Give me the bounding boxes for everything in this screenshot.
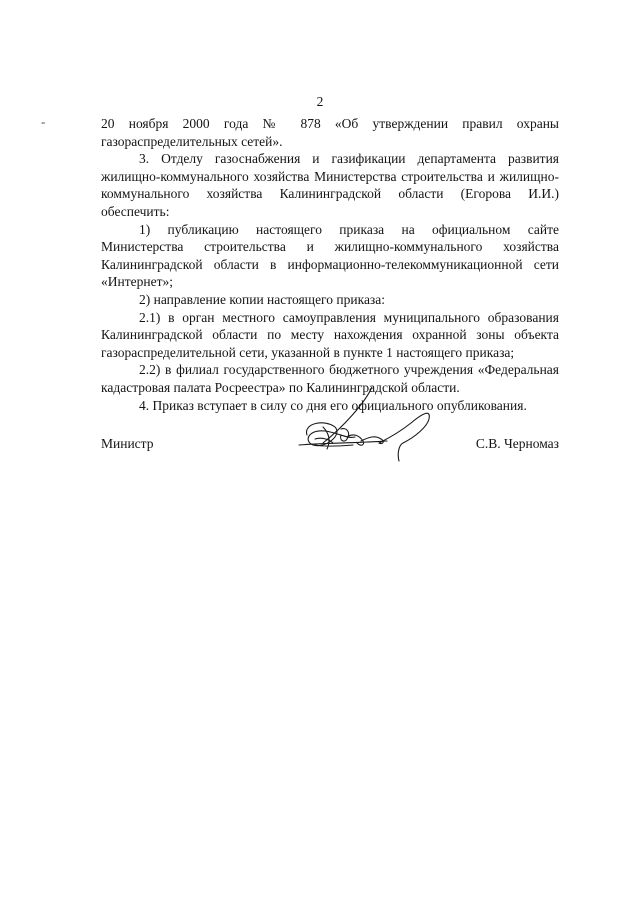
paragraph-item-4: 4. Приказ вступает в силу со дня его официального опубликования. <box>139 397 527 413</box>
paragraph-continuation: 20 ноября 2000 года № 878 «Об утверждении правил охраны газораспределительных сетей». <box>101 116 559 149</box>
paragraph-item-3-2-2: 2.2) в филиал государственного бюджетного учреждения «Федеральная кадастровая палата Росреестра» по Калининградской области. <box>101 362 559 395</box>
signer-name: С.В. Черномаз <box>475 436 559 451</box>
signer-title: Министр <box>101 436 154 451</box>
paragraph-item-3-2: 2) направление копии настоящего приказа: <box>139 291 386 307</box>
signature-block <box>101 430 559 460</box>
paragraph-item-3: 3. Отделу газоснабжения и газификации департамента развития жилищно-коммунального хозяйства Министерства строительства и жилищно-коммунального хозяйства Калининградской области (Егорова И.И.) обеспечить: <box>101 151 559 219</box>
paragraph-item-3-2-1: 2.1) в орган местного самоуправления муниципального образования Калининградской области по месту нахождения охранной зоны объекта газораспределительной сети, указанной в пункте 1 настоящего приказа; <box>101 309 559 360</box>
document-body <box>101 115 559 414</box>
margin-mark: - <box>41 114 46 129</box>
paragraph-item-3-1: 1) публикацию настоящего приказа на официальном сайте Министерства строительства и жилищно-коммунального хозяйства Калининградской области в информационно-телекоммуникационной сети «Интернет»; <box>101 221 559 290</box>
page-number: 2 <box>316 94 324 109</box>
